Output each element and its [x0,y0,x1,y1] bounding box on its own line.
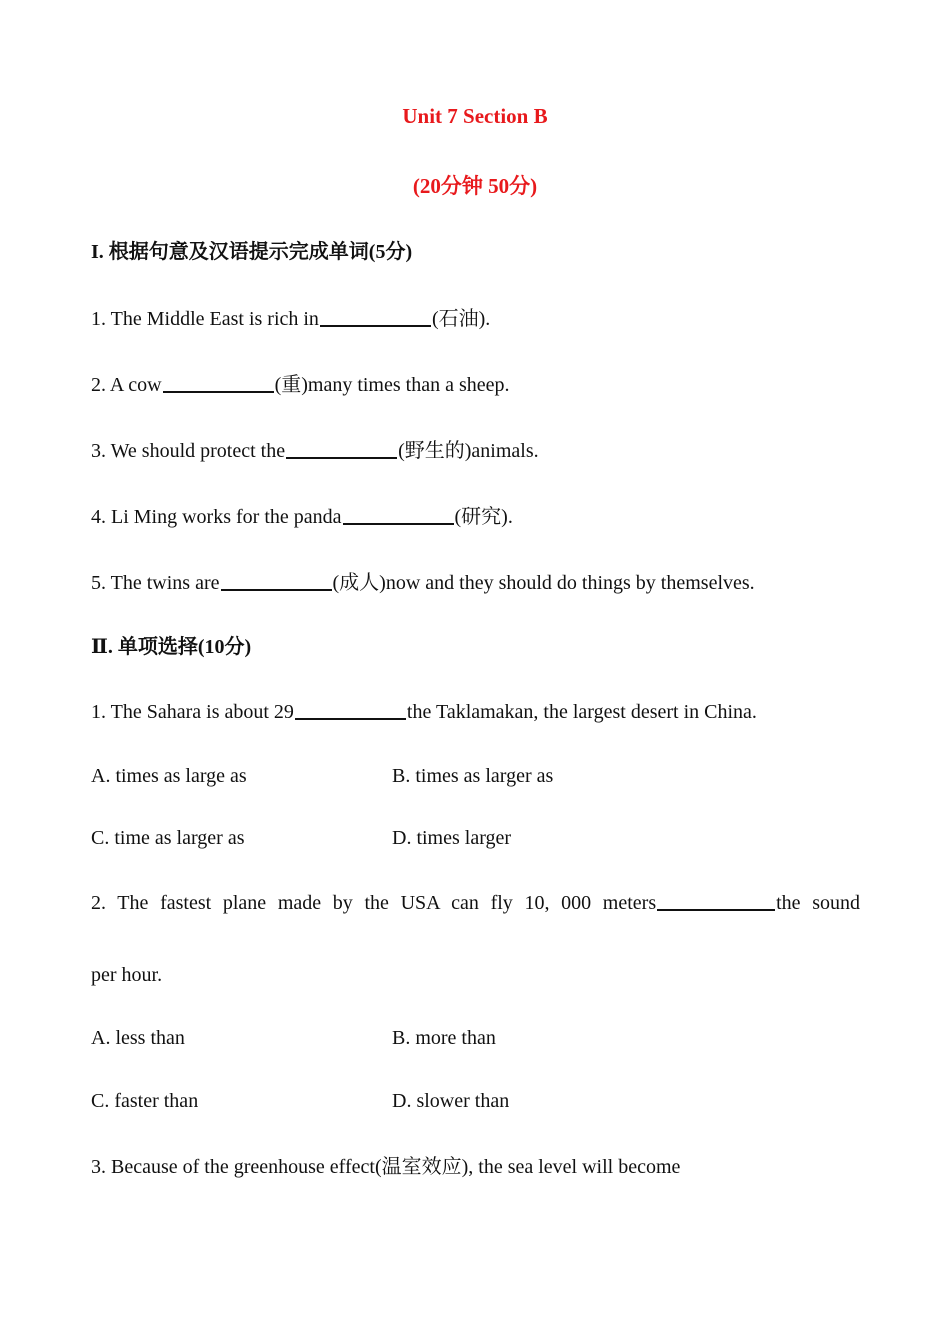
option-a: A. times as large as [91,765,247,787]
question-text: (石油). [431,308,491,330]
question-text: the sound [776,892,860,914]
section-heading: Ⅱ. 单项选择(10分) [91,636,252,658]
answer-blank [286,437,397,459]
question-text: 1. The Middle East is rich in [91,308,319,330]
answer-blank [221,569,332,591]
question-text: (成人)now and they should do things by themselves. [332,572,755,594]
list-item [91,503,513,529]
question-text: 4. Li Ming works for the panda [91,506,342,528]
answer-blank [295,698,406,720]
question-text: (重)many times than a sheep. [274,374,510,396]
answer-blank [163,371,274,393]
answer-blank [657,889,775,911]
answer-blank [343,503,454,525]
option-a: A. less than [91,1027,185,1049]
question-text: 2. The fastest plane made by the USA can fly 10, 000 meters [91,892,657,914]
question-text: (研究). [454,506,513,528]
option-b: B. more than [392,1027,496,1049]
question-text: 2. A cow [91,374,162,396]
question-text: the Taklamakan, the largest desert in China. [406,701,757,723]
option-c: C. faster than [91,1090,199,1112]
answer-blank [320,305,431,327]
option-d: D. times larger [392,827,512,849]
page-title: Unit 7 Section B [402,104,548,128]
section-heading: I. 根据句意及汉语提示完成单词(5分) [91,241,413,263]
option-c: C. time as larger as [91,827,245,849]
question-text: 3. We should protect the [91,440,286,462]
option-b: B. times as larger as [392,765,554,787]
list-item [91,305,490,331]
question-text: 3. Because of the greenhouse effect(温室效应), the sea level will become [91,1156,681,1178]
question-text: 5. The twins are [91,572,220,594]
question-continuation: per hour. [91,964,163,986]
list-item [91,569,755,595]
list-item [91,889,860,915]
list-item [91,698,757,724]
page-subtitle: (20分钟 50分) [412,174,538,198]
list-item [91,371,510,397]
option-d: D. slower than [392,1090,510,1112]
question-text: 1. The Sahara is about 29 [91,701,294,723]
list-item [91,437,539,463]
question-text: (野生的)animals. [398,440,539,462]
